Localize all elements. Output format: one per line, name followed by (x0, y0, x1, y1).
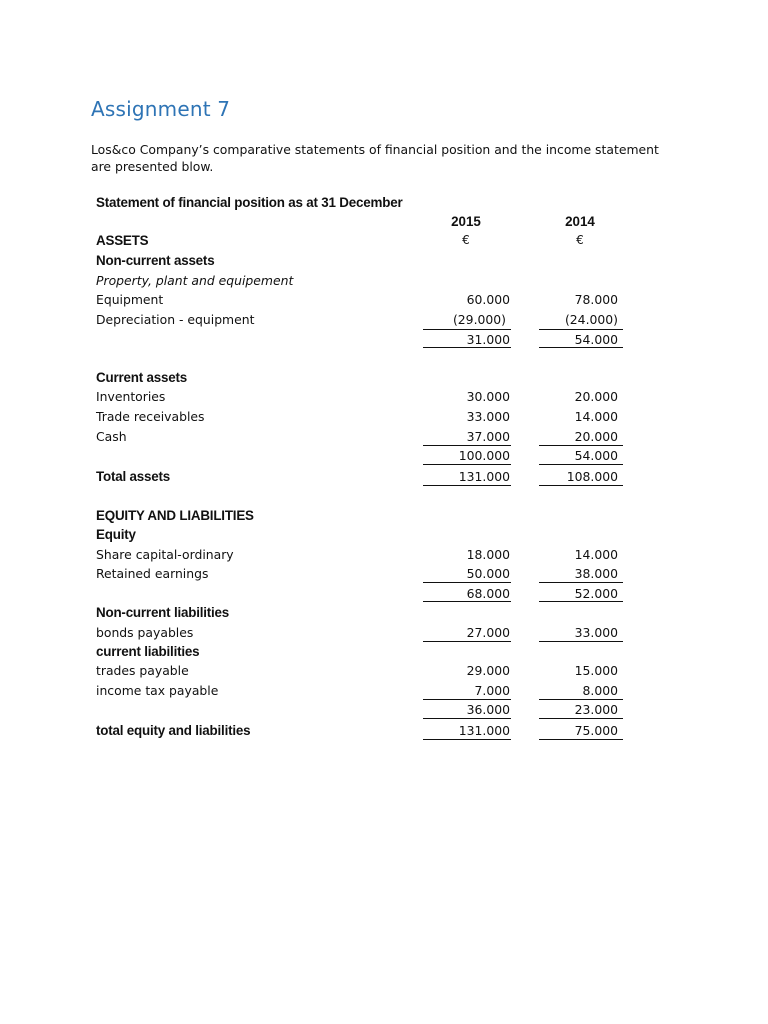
total-assets-2014: 108.000 (566, 469, 618, 484)
trade-receivables-label: Trade receivables (96, 409, 205, 424)
total-equity-liabilities-row (96, 721, 636, 740)
trade-receivables-row (96, 407, 636, 426)
equity-row (96, 525, 636, 544)
current-liabilities-total-row (96, 700, 636, 719)
trades-payable-2014: 15.000 (574, 663, 618, 678)
assets-label: ASSETS (96, 233, 149, 248)
inventories-row (96, 387, 636, 406)
inventories-2015: 30.000 (466, 389, 510, 404)
year-2014-header: 2014 (565, 214, 595, 229)
assets-header-row (96, 231, 636, 250)
share-capital-row (96, 545, 636, 564)
cash-2014: 20.000 (574, 429, 618, 444)
bonds-payables-2014: 33.000 (574, 625, 618, 640)
non-current-assets-label: Non-current assets (96, 253, 215, 268)
subtotal-line-2014 (539, 464, 623, 465)
intro-paragraph (91, 141, 691, 175)
currency-2015: € (462, 233, 470, 247)
current-assets-label: Current assets (96, 370, 187, 385)
current-liabilities-label: current liabilities (96, 644, 200, 659)
trades-payable-label: trades payable (96, 663, 189, 678)
non-current-total-2014: 54.000 (574, 332, 618, 347)
inventories-2014: 20.000 (574, 389, 618, 404)
share-capital-2015: 18.000 (466, 547, 510, 562)
non-current-liabilities-label: Non-current liabilities (96, 605, 230, 620)
year-2015-header: 2015 (451, 214, 481, 229)
inventories-label: Inventories (96, 389, 166, 404)
subtotal-line-2015 (423, 464, 511, 465)
equipment-label: Equipment (96, 292, 164, 307)
retained-earnings-2015: 50.000 (466, 566, 510, 581)
depreciation-label: Depreciation - equipment (96, 312, 255, 327)
retained-earnings-label: Retained earnings (96, 566, 209, 581)
equity-total-2015: 68.000 (466, 586, 510, 601)
intro-line-2: are presented blow. (91, 159, 214, 174)
income-tax-payable-label: income tax payable (96, 683, 219, 698)
current-assets-row (96, 368, 636, 387)
total-line-2015 (423, 601, 511, 602)
total-assets-row (96, 467, 636, 486)
income-tax-payable-2014: 8.000 (582, 683, 618, 698)
depreciation-2014: (24.000) (564, 312, 618, 327)
current-liabilities-total-2015: 36.000 (466, 702, 510, 717)
total-line-2014 (539, 739, 623, 740)
total-line-2015 (423, 739, 511, 740)
statement-heading: Statement of financial position as at 31 December (96, 195, 403, 210)
trade-receivables-2015: 33.000 (466, 409, 510, 424)
share-capital-label: Share capital-ordinary (96, 547, 234, 562)
total-equity-liabilities-2014: 75.000 (574, 723, 618, 738)
depreciation-row (96, 310, 636, 329)
subtotal-line-2015 (423, 582, 511, 583)
equipment-2014: 78.000 (574, 292, 618, 307)
total-line-2014 (539, 601, 623, 602)
total-assets-2015: 131.000 (458, 469, 510, 484)
retained-earnings-2014: 38.000 (574, 566, 618, 581)
total-line-2015 (423, 485, 511, 486)
equipment-2015: 60.000 (466, 292, 510, 307)
bonds-payables-label: bonds payables (96, 625, 194, 640)
total-equity-liabilities-2015: 131.000 (458, 723, 510, 738)
retained-earnings-row (96, 564, 636, 583)
document-title: Assignment 7 (91, 97, 231, 121)
equity-liabilities-header-row (96, 506, 636, 525)
subtotal-line-2014 (539, 582, 623, 583)
trades-payable-2015: 29.000 (466, 663, 510, 678)
current-liabilities-row (96, 642, 636, 661)
subtotal-line-2015 (423, 718, 511, 719)
non-current-liabilities-row (96, 603, 636, 622)
depreciation-2015: (29.000) (452, 312, 506, 327)
total-equity-liabilities-label: total equity and liabilities (96, 723, 251, 738)
non-current-total-2015: 31.000 (466, 332, 510, 347)
current-assets-total-2015: 100.000 (458, 448, 510, 463)
bonds-payables-2015: 27.000 (466, 625, 510, 640)
total-line-2015 (423, 347, 511, 348)
non-current-assets-row (96, 251, 636, 270)
cash-row (96, 427, 636, 446)
financial-position-table (96, 193, 636, 753)
current-liabilities-total-2014: 23.000 (574, 702, 618, 717)
equity-label: Equity (96, 527, 136, 542)
share-capital-2014: 14.000 (574, 547, 618, 562)
ppe-label: Property, plant and equipement (96, 273, 294, 288)
year-header-row (96, 212, 636, 231)
equity-liabilities-label: EQUITY AND LIABILITIES (96, 508, 254, 523)
total-line-2014 (539, 347, 623, 348)
trades-payable-row (96, 661, 636, 680)
equity-total-2014: 52.000 (574, 586, 618, 601)
income-tax-payable-2015: 7.000 (474, 683, 510, 698)
current-assets-total-2014: 54.000 (574, 448, 618, 463)
total-line-2014 (539, 485, 623, 486)
currency-2014: € (576, 233, 584, 247)
cash-label: Cash (96, 429, 127, 444)
ppe-row (96, 271, 636, 290)
current-assets-total-row (96, 446, 636, 465)
trade-receivables-2014: 14.000 (574, 409, 618, 424)
cash-2015: 37.000 (466, 429, 510, 444)
statement-heading-row (96, 193, 636, 212)
intro-line-1: Los&co Company’s comparative statements of financial position and the income statement (91, 142, 659, 157)
subtotal-line-2014 (539, 718, 623, 719)
equipment-row (96, 290, 636, 309)
income-tax-payable-row (96, 681, 636, 700)
total-assets-label: Total assets (96, 469, 171, 484)
bonds-payables-row (96, 623, 636, 642)
